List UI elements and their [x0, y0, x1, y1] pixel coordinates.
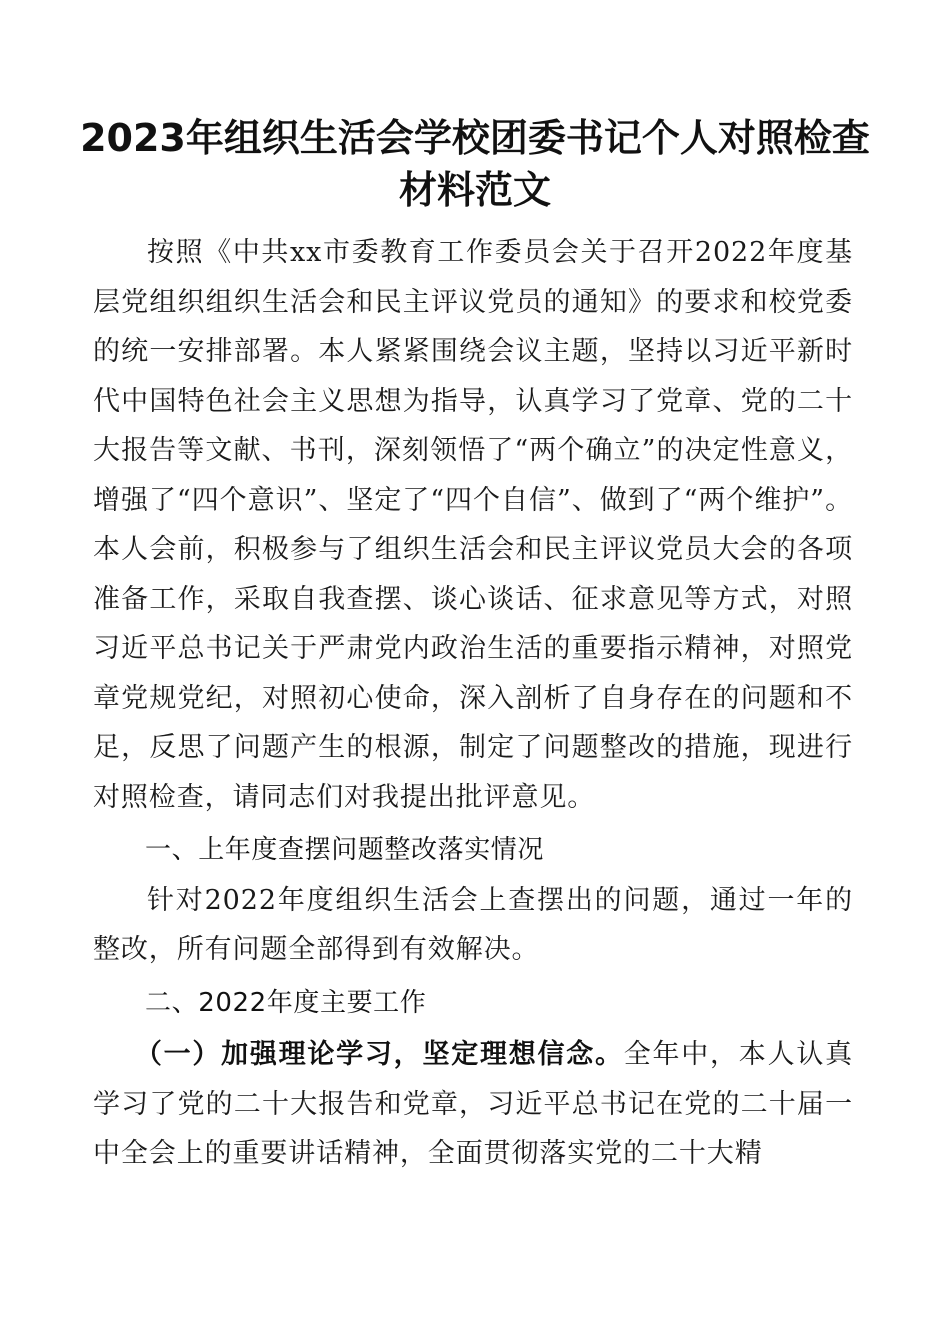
document-title: 2023年组织生活会学校团委书记个人对照检查材料范文: [80, 116, 870, 212]
section-1-paragraph: 针对2022年度组织生活会上查摆出的问题，通过一年的整改，所有问题全部得到有效解决。: [93, 884, 853, 965]
section-2-item-1-lead: （一）加强理论学习，坚定理想信念。: [134, 1039, 624, 1070]
section-2-heading: 二、2022年度主要工作: [145, 987, 427, 1018]
section-2-item-1-text: 全年中，本人认真学习了党的二十大报告和党章，习近平总书记在党的二十届一中全会上的重要讲话精神，全面贯彻落实党的二十大精: [93, 1039, 853, 1169]
document-body: [93, 228, 853, 1179]
section-2-item-1-paragraph: [93, 1030, 853, 1179]
intro-paragraph: 按照《中共xx市委教育工作委员会关于召开2022年度基层党组织组织生活会和民主评议党员的通知》的要求和校党委的统一安排部署。本人紧紧围绕会议主题，坚持以习近平新时代中国特色社会主义思想为指导，认真学习了党章、党的二十大报告等文献、书刊，深刻领悟了“两个确立”的决定性意义，增强了“四个意识”、坚定了“四个自信”、做到了“两个维护”。本人会前，积极参与了组织生活会和民主评议党员大会的各项准备工作，采取自我查摆、谈心谈话、征求意见等方式，对照习近平总书记关于严肃党内政治生活的重要指示精神，对照党章党规党纪，对照初心使命，深入剖析了自身存在的问题和不足，反思了问题产生的根源，制定了问题整改的措施，现进行对照检查，请同志们对我提出批评意见。: [93, 237, 853, 813]
section-1-heading: 一、上年度查摆问题整改落实情况: [145, 835, 545, 865]
